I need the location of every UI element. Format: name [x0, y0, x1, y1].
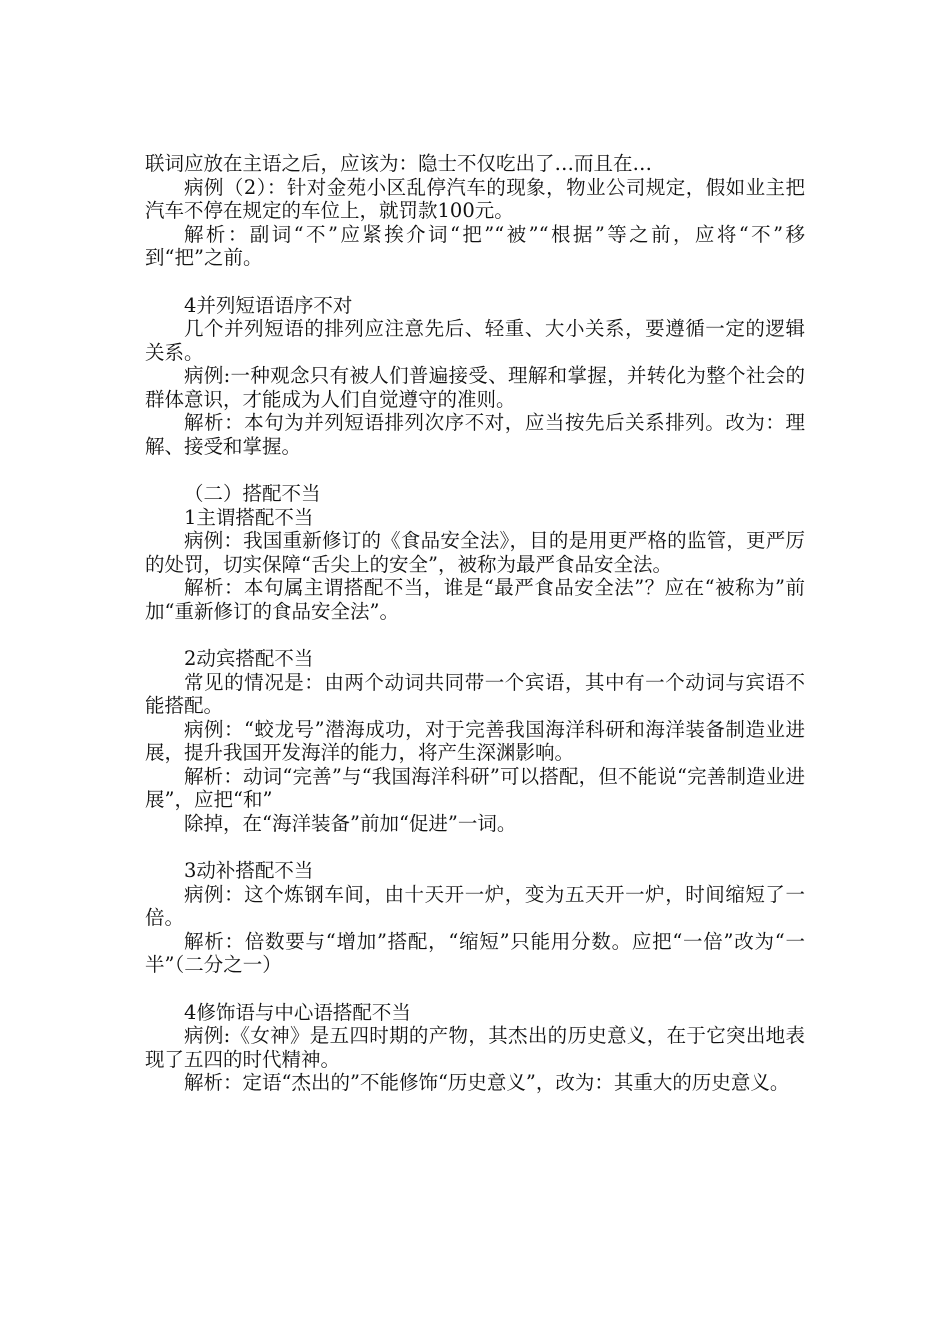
paragraph: 解析：副词“不”应紧挨介词“把”“被”“根据”等之前，应将“不”移到“把”之前。	[145, 222, 805, 269]
paragraph: 病例：“蛟龙号”潜海成功，对于完善我国海洋科研和海洋装备制造业进展，提升我国开发海洋的能力，将产生深渊影响。	[145, 717, 805, 764]
paragraph: 联词应放在主语之后，应该为：隐士不仅吃出了…而且在…	[145, 152, 653, 175]
section-heading: 3动补搭配不当	[184, 859, 314, 882]
paragraph: 解析：动词“完善”与“我国海洋科研”可以搭配，但不能说“完善制造业进展”，应把“和”	[145, 764, 805, 811]
paragraph: 解析：定语“杰出的”不能修饰“历史意义”，改为：其重大的历史意义。	[184, 1071, 790, 1094]
document-page	[145, 152, 805, 1095]
section-heading: 2动宾搭配不当	[184, 647, 314, 670]
paragraph: 病例：我国重新修订的《食品安全法》，目的是用更严格的监管，更严厉的处罚，切实保障“舌尖上的安全”，被称为最严食品安全法。	[145, 529, 805, 576]
paragraph: 除掉，在“海洋装备”前加“促进”一词。	[184, 811, 517, 835]
paragraph: 病例:一种观念只有被人们普遍接受、理解和掌握，并转化为整个社会的群体意识，才能成为人们自觉遵守的准则。	[145, 364, 805, 411]
paragraph: 解析：倍数要与“增加”搭配，“缩短”只能用分数。应把“一倍”改为“一半”（二分之一）	[145, 929, 805, 976]
paragraph: 病例:《女神》是五四时期的产物，其杰出的历史意义，在于它突出地表现了五四的时代精神。	[145, 1024, 805, 1071]
paragraph: 病例（2）：针对金苑小区乱停汽车的现象，物业公司规定，假如业主把汽车不停在规定的车位上，就罚款100元。	[145, 175, 805, 222]
section-heading: 1主谓搭配不当	[184, 505, 314, 529]
section-heading: 4并列短语语序不对	[184, 293, 353, 317]
section-heading: （二）搭配不当	[184, 482, 321, 505]
paragraph: 解析：本句为并列短语排列次序不对，应当按先后关系排列。改为：理解、接受和掌握。	[145, 411, 805, 458]
paragraph: 解析：本句属主谓搭配不当，谁是“最严食品安全法”？应在“被称为”前加“重新修订的食品安全法”。	[145, 576, 805, 623]
paragraph: 几个并列短语的排列应注意先后、轻重、大小关系，要遵循一定的逻辑关系。	[145, 317, 805, 364]
paragraph: 病例：这个炼钢车间，由十天开一炉，变为五天开一炉，时间缩短了一倍。	[145, 882, 805, 929]
paragraph: 常见的情况是：由两个动词共同带一个宾语，其中有一个动词与宾语不能搭配。	[145, 670, 805, 717]
section-heading: 4修饰语与中心语搭配不当	[184, 1000, 411, 1024]
